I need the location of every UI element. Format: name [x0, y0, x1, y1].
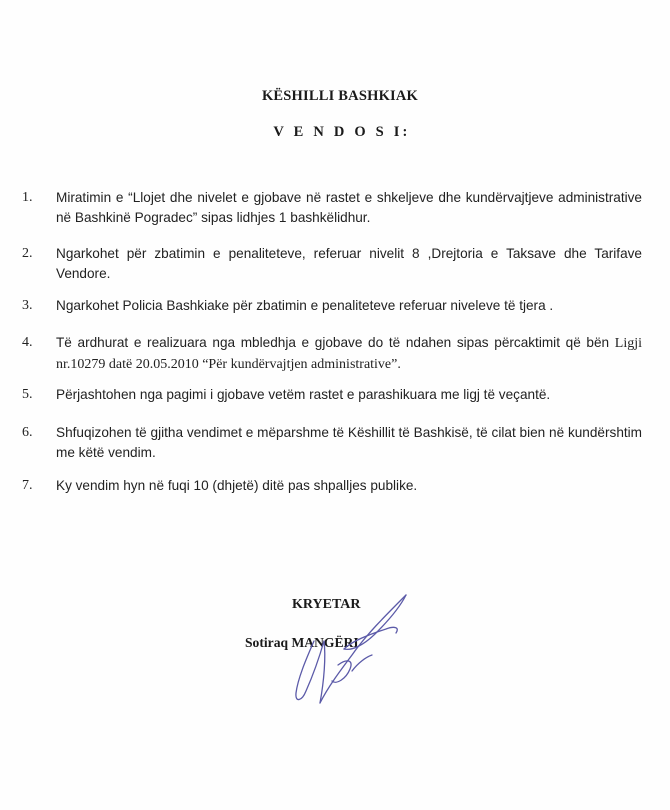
item-text-part: Të ardhurat e realizuara nga mbledhja e gjobave do të ndahen sipas përcaktimit që bën — [56, 335, 610, 350]
item-text: Përjashtohen nga pagimi i gjobave vetëm rastet e parashikuara me ligj të veçantë. — [56, 387, 551, 402]
item-number: 1. — [22, 190, 33, 205]
item-number: 5. — [22, 387, 33, 402]
item-text: Ky vendim hyn në fuqi 10 (dhjetë) ditë pas shpalljes publike. — [56, 478, 418, 493]
item-text: Ngarkohet për zbatimin e penaliteteve, referuar nivelit 8 ,Drejtoria e Taksave dhe Tarifave Vendore. — [56, 246, 642, 281]
list-item — [22, 333, 642, 375]
item-number: 7. — [22, 478, 33, 493]
item-text: Ngarkohet Policia Bashkiake për zbatimin e penaliteteve referuar niveleve të tjera . — [56, 298, 554, 313]
list-item — [22, 244, 642, 284]
list-item — [22, 423, 642, 463]
item-text: Miratimin e “Llojet dhe nivelet e gjobave në rastet e shkeljeve dhe kundërvajtjeve administrative në Bashkinë Pogradec” sipas lidhjes 1 bashkëlidhur. — [56, 190, 642, 225]
decides-heading: V E N D O S I: — [273, 124, 411, 140]
handwritten-signature — [280, 585, 430, 715]
item-text — [56, 333, 642, 375]
item-number: 4. — [22, 335, 33, 350]
list-item — [22, 188, 642, 228]
list-item — [22, 385, 642, 405]
item-number: 3. — [22, 298, 33, 313]
item-text: Shfuqizohen të gjitha vendimet e mëparshme të Këshillit të Bashkisë, të cilat bien në kundërshtim me këtë vendim. — [56, 425, 642, 460]
list-item — [22, 476, 642, 496]
list-item — [22, 296, 642, 316]
council-heading: KËSHILLI BASHKIAK — [261, 88, 419, 104]
item-text-part: Ligji nr.10279 datë 20.05.2010 “Për kundërvajtjen administrative”. — [56, 336, 643, 372]
item-number: 2. — [22, 246, 33, 261]
signatory-title: KRYETAR — [292, 597, 361, 612]
signatory-name: Sotiraq MANGËRI — [245, 635, 359, 650]
item-number: 6. — [22, 425, 33, 440]
